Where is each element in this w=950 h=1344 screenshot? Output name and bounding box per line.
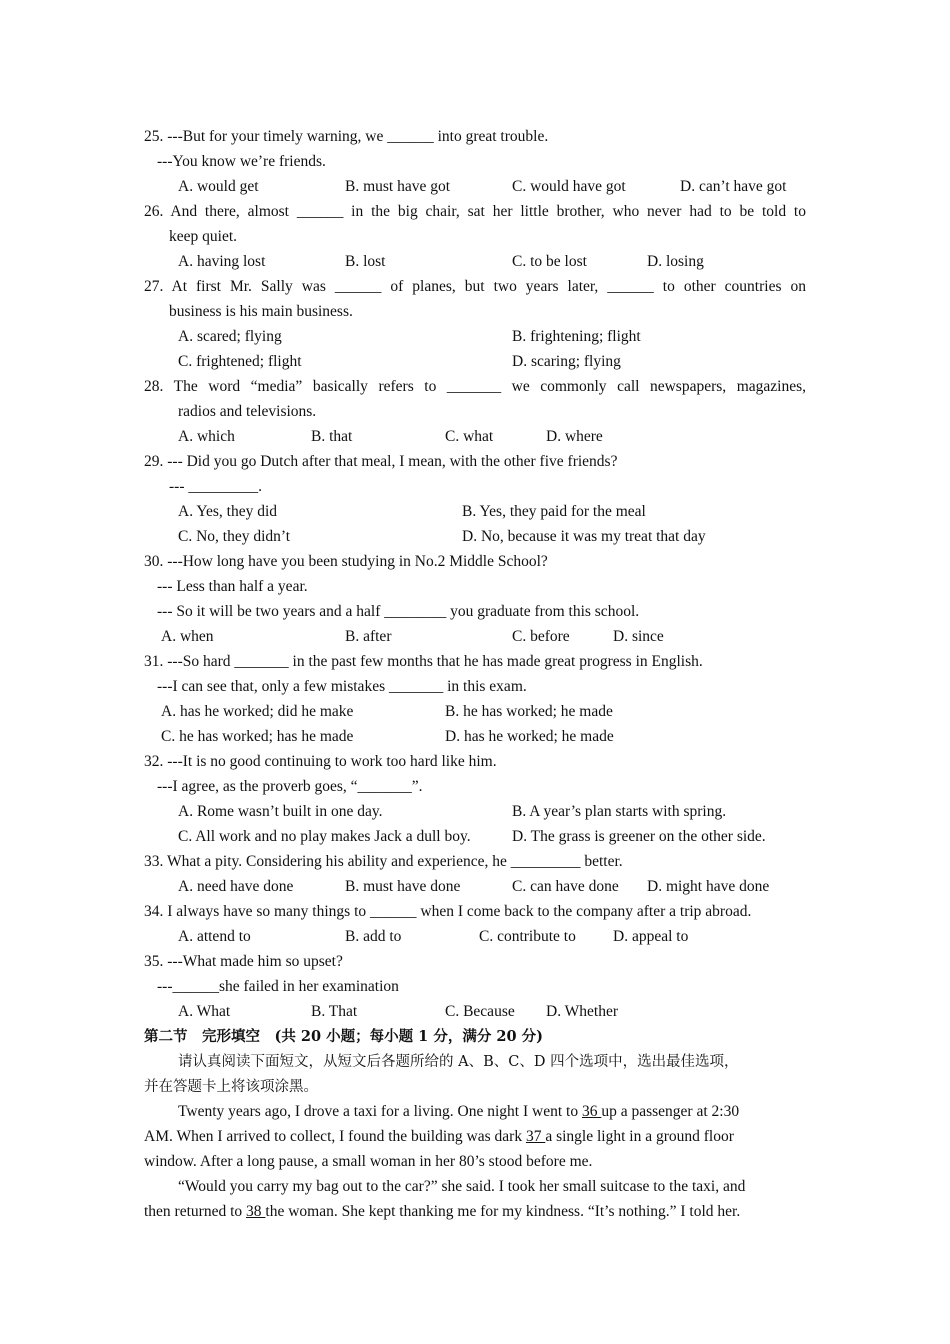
q33-option-d: D. might have done	[647, 878, 770, 895]
q26-stem-line2: keep quiet.	[169, 228, 238, 245]
q30-reply-1: --- Less than half a year.	[157, 578, 308, 595]
q25-option-a: A. would get	[178, 178, 259, 195]
q30-reply-2: --- So it will be two years and a half ________ you graduate from this school.	[157, 603, 640, 620]
q35-option-a: A. What	[178, 1003, 231, 1020]
q35-stem: 35. ---What made him so upset?	[144, 953, 343, 970]
q31-stem: 31. ---So hard _______ in the past few months that he has made great progress in English.	[144, 653, 703, 670]
q29-stem: 29. --- Did you go Dutch after that meal, I mean, with the other five friends?	[144, 453, 618, 470]
passage-text: AM. When I arrived to collect, I found the building was dark	[144, 1128, 523, 1145]
q34-option-c: C. contribute to	[479, 928, 576, 945]
q25-stem: 25. ---But for your timely warning, we ______ into great trouble.	[144, 128, 549, 145]
passage-p1-line2	[144, 1127, 734, 1147]
instruction-line-2: 并在答题卡上将该项涂黑。	[144, 1079, 318, 1095]
q28-option-b: B. that	[311, 428, 353, 445]
q32-stem: 32. ---It is no good continuing to work too hard like him.	[144, 753, 497, 770]
q25-option-d: D. can’t have got	[680, 178, 787, 195]
q33-stem: 33. What a pity. Considering his ability and experience, he _________ better.	[144, 853, 623, 870]
q26-option-c: C. to be lost	[512, 253, 587, 270]
q31-option-c: C. he has worked; has he made	[161, 728, 354, 745]
q29-option-a: A. Yes, they did	[178, 503, 278, 520]
q26-option-a: A. having lost	[178, 253, 266, 270]
q26-option-d: D. losing	[647, 253, 704, 270]
passage-p2-line1: “Would you carry my bag out to the car?” she said. I took her small suitcase to the taxi, and	[178, 1178, 746, 1195]
q35-option-d: D. Whether	[546, 1003, 619, 1020]
q34-stem: 34. I always have so many things to ______ when I come back to the company after a trip abroad.	[144, 903, 752, 920]
q30-stem: 30. ---How long have you been studying in No.2 Middle School?	[144, 553, 548, 570]
q29-option-c: C. No, they didn’t	[178, 528, 291, 545]
q28-option-a: A. which	[178, 428, 235, 445]
q25-option-b: B. must have got	[345, 178, 451, 195]
q30-option-d: D. since	[613, 628, 664, 645]
q32-reply: ---I agree, as the proverb goes, “_______”.	[157, 778, 423, 795]
q35-option-b: B. That	[311, 1003, 358, 1020]
passage-text: the woman. She kept thanking me for my kindness. “It’s nothing.” I told her.	[265, 1203, 741, 1220]
q34-option-d: D. appeal to	[613, 928, 689, 945]
q30-option-a: A. when	[161, 628, 214, 645]
q29-reply: --- _________.	[169, 478, 262, 495]
blank-36: 36	[581, 1103, 602, 1120]
q27-option-d: D. scaring; flying	[512, 353, 621, 370]
q34-option-a: A. attend to	[178, 928, 251, 945]
instruction-line-1: 请认真阅读下面短文，从短文后各题所给的 A、B、C、D 四个选项中，选出最佳选项，	[178, 1054, 739, 1070]
q28-option-c: C. what	[445, 428, 494, 445]
q31-option-b: B. he has worked; he made	[445, 703, 613, 720]
passage-p1-line3: window. After a long pause, a small woman in her 80’s stood before me.	[144, 1153, 593, 1170]
q29-option-d: D. No, because it was my treat that day	[462, 528, 706, 545]
q32-option-c: C. All work and no play makes Jack a dull boy.	[178, 828, 471, 845]
q30-option-c: C. before	[512, 628, 570, 645]
q31-reply: ---I can see that, only a few mistakes _______ in this exam.	[157, 678, 527, 695]
q27-stem-line1: 27. At first Mr. Sally was ______ of planes, but two years later, ______ to other countries on	[144, 278, 806, 295]
q31-option-d: D. has he worked; he made	[445, 728, 614, 745]
passage-text: Twenty years ago, I drove a taxi for a living. One night I went to	[178, 1103, 579, 1120]
q35-option-c: C. Because	[445, 1003, 515, 1020]
q27-option-b: B. frightening; flight	[512, 328, 641, 345]
section-heading: 第二节 完形填空 (共 20 小题；每小题 1 分，满分 20 分)	[144, 1028, 543, 1045]
passage-p2-line2	[144, 1202, 740, 1222]
q25-option-c: C. would have got	[512, 178, 626, 195]
q27-stem-line2: business is his main business.	[169, 303, 353, 320]
q32-option-a: A. Rome wasn’t built in one day.	[178, 803, 383, 820]
blank-37: 37	[525, 1128, 546, 1145]
q32-option-b: B. A year’s plan starts with spring.	[512, 803, 727, 820]
q32-option-d: D. The grass is greener on the other side.	[512, 828, 766, 845]
q33-option-a: A. need have done	[178, 878, 294, 895]
q27-option-c: C. frightened; flight	[178, 353, 302, 370]
q25-reply: ---You know we’re friends.	[157, 153, 326, 170]
q28-stem-line1: 28. The word “media” basically refers to _______ we commonly call newspapers, magazines,	[144, 378, 806, 395]
q27-option-a: A. scared; flying	[178, 328, 282, 345]
q34-option-b: B. add to	[345, 928, 402, 945]
passage-text: up a passenger at 2:30	[601, 1103, 740, 1120]
passage-p1-line1	[178, 1102, 739, 1122]
q33-option-c: C. can have done	[512, 878, 619, 895]
blank-38: 38	[246, 1203, 266, 1220]
q28-option-d: D. where	[546, 428, 603, 445]
q29-option-b: B. Yes, they paid for the meal	[462, 503, 646, 520]
q26-stem-line1: 26. And there, almost ______ in the big chair, sat her little brother, who never had to be told to	[144, 203, 806, 220]
q26-option-b: B. lost	[345, 253, 386, 270]
q30-option-b: B. after	[345, 628, 392, 645]
q31-option-a: A. has he worked; did he make	[161, 703, 354, 720]
q28-stem-line2: radios and televisions.	[178, 403, 317, 420]
q33-option-b: B. must have done	[345, 878, 461, 895]
q35-reply: ---______she failed in her examination	[157, 978, 399, 995]
passage-text: a single light in a ground floor	[545, 1128, 734, 1145]
passage-text: then returned to	[144, 1203, 243, 1220]
